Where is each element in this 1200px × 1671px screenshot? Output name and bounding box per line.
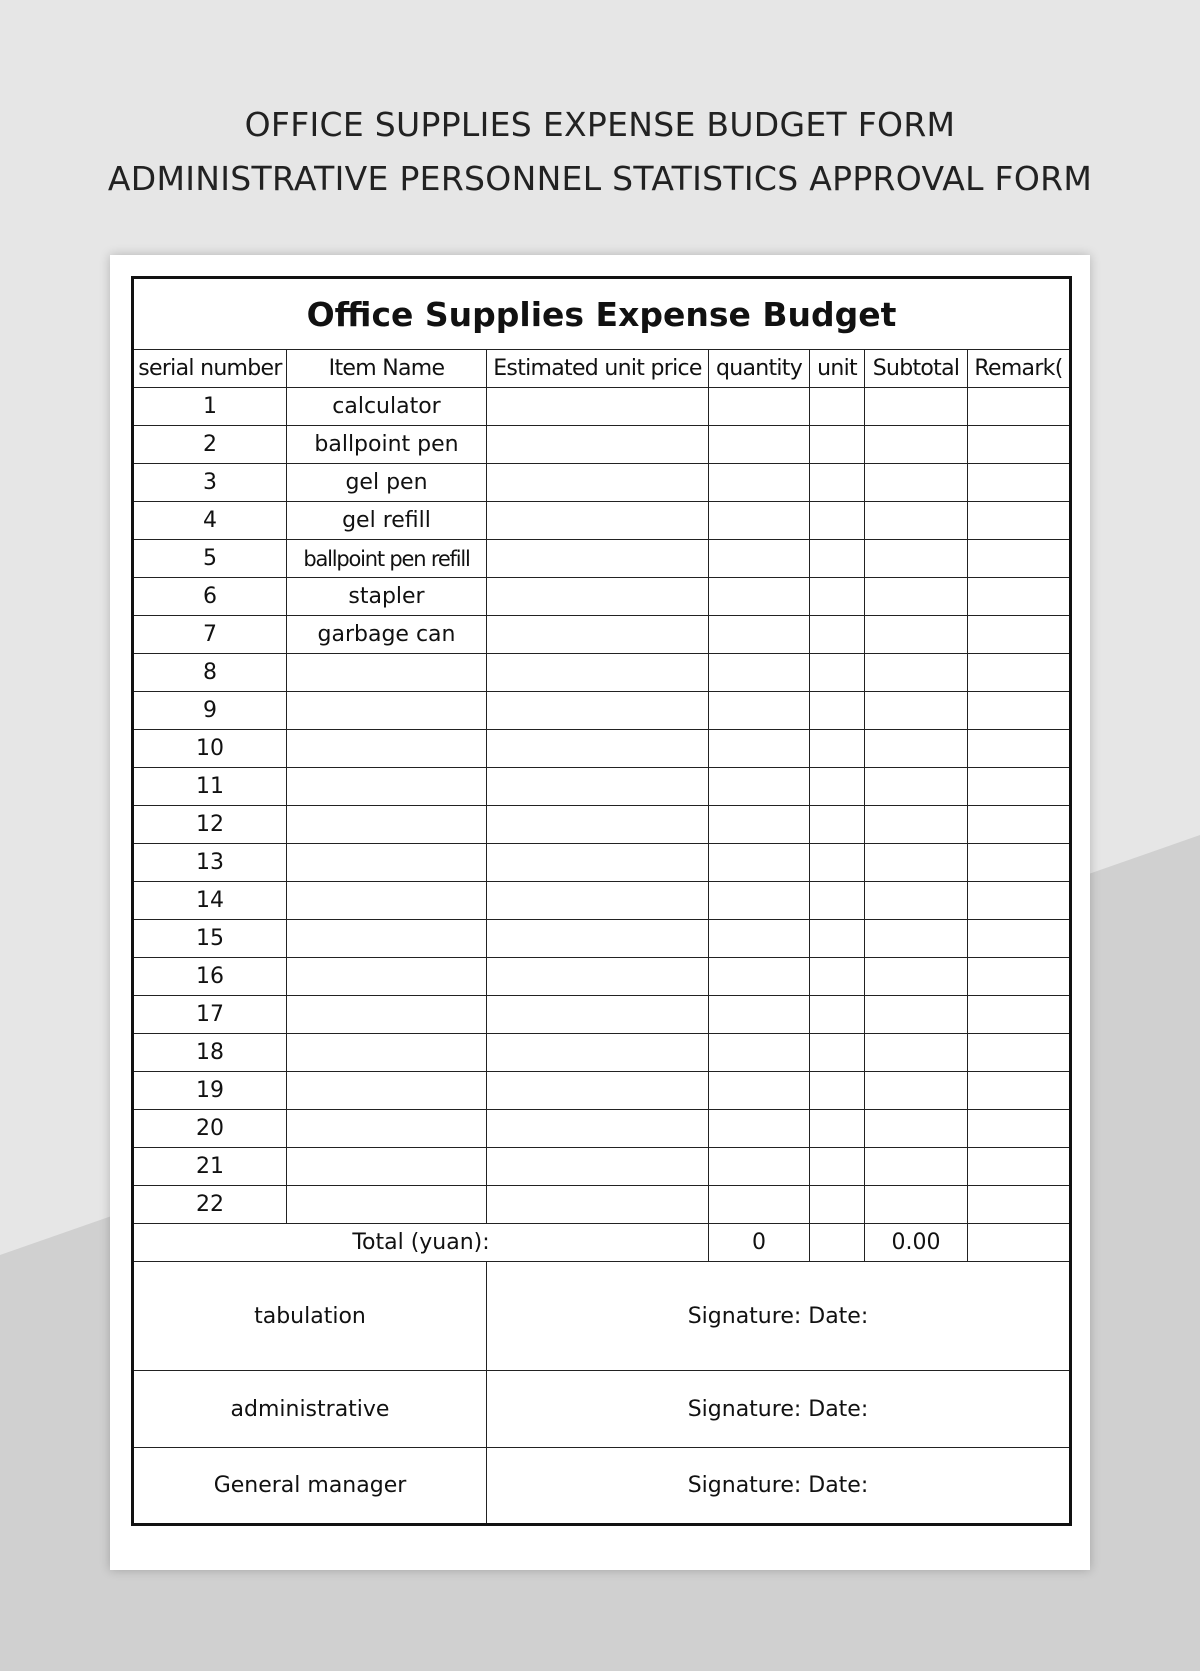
cell-remark[interactable] <box>968 1186 1071 1224</box>
cell-quantity[interactable] <box>709 768 810 806</box>
signature-role: tabulation <box>133 1262 487 1371</box>
cell-quantity[interactable] <box>709 540 810 578</box>
table-row <box>133 882 1071 920</box>
table-row <box>133 958 1071 996</box>
cell-serial-number: 8 <box>133 654 287 692</box>
cell-estimated-unit-price[interactable] <box>487 464 709 502</box>
cell-remark[interactable] <box>968 654 1071 692</box>
cell-subtotal[interactable] <box>865 426 968 464</box>
cell-subtotal[interactable] <box>865 958 968 996</box>
cell-estimated-unit-price[interactable] <box>487 1186 709 1224</box>
cell-item-name[interactable] <box>287 768 487 806</box>
table-row <box>133 578 1071 616</box>
cell-subtotal[interactable] <box>865 730 968 768</box>
cell-item-name[interactable]: ballpoint pen refill <box>287 540 487 578</box>
cell-item-name[interactable] <box>287 844 487 882</box>
cell-serial-number: 11 <box>133 768 287 806</box>
total-row <box>133 1224 1071 1262</box>
cell-estimated-unit-price[interactable] <box>487 692 709 730</box>
cell-serial-number: 17 <box>133 996 287 1034</box>
signature-date-field[interactable]: Signature: Date: <box>487 1448 1071 1525</box>
cell-serial-number: 1 <box>133 388 287 426</box>
table-row <box>133 768 1071 806</box>
cell-unit[interactable] <box>810 768 865 806</box>
table-row <box>133 1072 1071 1110</box>
col-header-quantity: quantity <box>709 350 810 388</box>
cell-item-name[interactable] <box>287 806 487 844</box>
page-title-line-2: ADMINISTRATIVE PERSONNEL STATISTICS APPROVAL FORM <box>107 159 1093 198</box>
cell-subtotal[interactable] <box>865 1186 968 1224</box>
cell-quantity[interactable] <box>709 426 810 464</box>
cell-remark[interactable] <box>968 996 1071 1034</box>
table-row <box>133 426 1071 464</box>
cell-item-name[interactable] <box>287 1034 487 1072</box>
page-title-line-1: OFFICE SUPPLIES EXPENSE BUDGET FORM <box>244 105 956 144</box>
cell-remark[interactable] <box>968 730 1071 768</box>
cell-quantity[interactable] <box>709 920 810 958</box>
cell-unit[interactable] <box>810 1034 865 1072</box>
cell-unit[interactable] <box>810 616 865 654</box>
col-header-serial-number: serial number <box>133 350 287 388</box>
cell-item-name[interactable] <box>287 1072 487 1110</box>
table-row <box>133 502 1071 540</box>
cell-quantity[interactable] <box>709 692 810 730</box>
cell-unit[interactable] <box>810 426 865 464</box>
cell-unit[interactable] <box>810 654 865 692</box>
signature-role: General manager <box>133 1448 487 1525</box>
signature-role: administrative <box>133 1371 487 1448</box>
form-sheet <box>110 255 1090 1570</box>
cell-unit[interactable] <box>810 958 865 996</box>
cell-unit[interactable] <box>810 1148 865 1186</box>
cell-serial-number: 18 <box>133 1034 287 1072</box>
cell-item-name[interactable]: calculator <box>287 388 487 426</box>
table-row <box>133 654 1071 692</box>
cell-estimated-unit-price[interactable] <box>487 616 709 654</box>
cell-estimated-unit-price[interactable] <box>487 768 709 806</box>
col-header-item-name: Item Name <box>287 350 487 388</box>
cell-serial-number: 12 <box>133 806 287 844</box>
table-row <box>133 616 1071 654</box>
cell-subtotal[interactable] <box>865 616 968 654</box>
table-row <box>133 540 1071 578</box>
col-header-estimated-unit-price: Estimated unit price <box>487 350 709 388</box>
page-heading <box>0 98 1200 206</box>
cell-unit[interactable] <box>810 540 865 578</box>
signature-date-field[interactable]: Signature: Date: <box>487 1262 1071 1371</box>
cell-unit[interactable] <box>810 388 865 426</box>
cell-quantity[interactable] <box>709 844 810 882</box>
table-row <box>133 996 1071 1034</box>
table-row <box>133 730 1071 768</box>
cell-estimated-unit-price[interactable] <box>487 578 709 616</box>
cell-quantity[interactable] <box>709 1034 810 1072</box>
cell-serial-number: 21 <box>133 1148 287 1186</box>
cell-serial-number: 16 <box>133 958 287 996</box>
cell-estimated-unit-price[interactable] <box>487 426 709 464</box>
cell-remark[interactable] <box>968 958 1071 996</box>
cell-subtotal[interactable] <box>865 1110 968 1148</box>
cell-estimated-unit-price[interactable] <box>487 882 709 920</box>
total-subtotal[interactable]: 0.00 <box>865 1224 968 1262</box>
total-quantity[interactable]: 0 <box>709 1224 810 1262</box>
cell-estimated-unit-price[interactable] <box>487 654 709 692</box>
table-row <box>133 388 1071 426</box>
cell-subtotal[interactable] <box>865 768 968 806</box>
cell-item-name[interactable]: garbage can <box>287 616 487 654</box>
total-label: Total (yuan): <box>133 1224 709 1262</box>
cell-quantity[interactable] <box>709 730 810 768</box>
cell-unit[interactable] <box>810 502 865 540</box>
cell-item-name[interactable] <box>287 1148 487 1186</box>
cell-item-name[interactable] <box>287 882 487 920</box>
cell-estimated-unit-price[interactable] <box>487 1110 709 1148</box>
header-row <box>133 350 1071 388</box>
cell-unit[interactable] <box>810 882 865 920</box>
cell-subtotal[interactable] <box>865 654 968 692</box>
cell-estimated-unit-price[interactable] <box>487 996 709 1034</box>
cell-unit[interactable] <box>810 464 865 502</box>
cell-remark[interactable] <box>968 1110 1071 1148</box>
cell-quantity[interactable] <box>709 616 810 654</box>
cell-estimated-unit-price[interactable] <box>487 844 709 882</box>
table-row <box>133 1034 1071 1072</box>
form-title: Office Supplies Expense Budget <box>133 278 1071 350</box>
cell-item-name[interactable] <box>287 958 487 996</box>
signature-row-general-manager <box>133 1448 1071 1525</box>
cell-remark[interactable] <box>968 882 1071 920</box>
cell-remark[interactable] <box>968 502 1071 540</box>
cell-serial-number: 4 <box>133 502 287 540</box>
cell-serial-number: 20 <box>133 1110 287 1148</box>
cell-unit[interactable] <box>810 1186 865 1224</box>
cell-subtotal[interactable] <box>865 502 968 540</box>
cell-estimated-unit-price[interactable] <box>487 502 709 540</box>
cell-quantity[interactable] <box>709 1186 810 1224</box>
cell-serial-number: 13 <box>133 844 287 882</box>
cell-serial-number: 2 <box>133 426 287 464</box>
cell-item-name[interactable]: stapler <box>287 578 487 616</box>
cell-serial-number: 9 <box>133 692 287 730</box>
col-header-remark: Remark( <box>968 350 1071 388</box>
cell-remark[interactable] <box>968 1148 1071 1186</box>
signature-date-field[interactable]: Signature: Date: <box>487 1371 1071 1448</box>
cell-item-name[interactable]: gel refill <box>287 502 487 540</box>
cell-subtotal[interactable] <box>865 388 968 426</box>
cell-subtotal[interactable] <box>865 464 968 502</box>
cell-subtotal[interactable] <box>865 578 968 616</box>
cell-subtotal[interactable] <box>865 806 968 844</box>
cell-unit[interactable] <box>810 996 865 1034</box>
signature-row-tabulation <box>133 1262 1071 1371</box>
col-header-subtotal: Subtotal <box>865 350 968 388</box>
cell-subtotal[interactable] <box>865 882 968 920</box>
cell-remark[interactable] <box>968 616 1071 654</box>
signature-row-administrative <box>133 1371 1071 1448</box>
cell-subtotal[interactable] <box>865 920 968 958</box>
cell-item-name[interactable] <box>287 996 487 1034</box>
cell-remark[interactable] <box>968 844 1071 882</box>
cell-subtotal[interactable] <box>865 1034 968 1072</box>
cell-unit[interactable] <box>810 920 865 958</box>
cell-estimated-unit-price[interactable] <box>487 920 709 958</box>
cell-unit[interactable] <box>810 1110 865 1148</box>
cell-remark[interactable] <box>968 692 1071 730</box>
cell-serial-number: 3 <box>133 464 287 502</box>
budget-table <box>131 276 1072 1526</box>
cell-unit[interactable] <box>810 692 865 730</box>
cell-serial-number: 22 <box>133 1186 287 1224</box>
cell-quantity[interactable] <box>709 578 810 616</box>
cell-unit[interactable] <box>810 578 865 616</box>
cell-estimated-unit-price[interactable] <box>487 958 709 996</box>
cell-quantity[interactable] <box>709 996 810 1034</box>
cell-quantity[interactable] <box>709 464 810 502</box>
table-row <box>133 692 1071 730</box>
total-unit[interactable] <box>810 1224 865 1262</box>
cell-remark[interactable] <box>968 464 1071 502</box>
cell-estimated-unit-price[interactable] <box>487 388 709 426</box>
cell-unit[interactable] <box>810 730 865 768</box>
table-row <box>133 920 1071 958</box>
cell-remark[interactable] <box>968 806 1071 844</box>
cell-quantity[interactable] <box>709 1148 810 1186</box>
cell-quantity[interactable] <box>709 806 810 844</box>
cell-item-name[interactable] <box>287 654 487 692</box>
cell-serial-number: 15 <box>133 920 287 958</box>
cell-subtotal[interactable] <box>865 844 968 882</box>
cell-subtotal[interactable] <box>865 540 968 578</box>
cell-item-name[interactable] <box>287 1186 487 1224</box>
cell-item-name[interactable] <box>287 920 487 958</box>
table-row <box>133 1186 1071 1224</box>
cell-subtotal[interactable] <box>865 692 968 730</box>
cell-estimated-unit-price[interactable] <box>487 730 709 768</box>
cell-serial-number: 5 <box>133 540 287 578</box>
cell-item-name[interactable]: gel pen <box>287 464 487 502</box>
cell-item-name[interactable] <box>287 692 487 730</box>
cell-quantity[interactable] <box>709 882 810 920</box>
cell-item-name[interactable] <box>287 730 487 768</box>
table-row <box>133 464 1071 502</box>
cell-quantity[interactable] <box>709 1110 810 1148</box>
cell-serial-number: 6 <box>133 578 287 616</box>
col-header-unit: unit <box>810 350 865 388</box>
cell-unit[interactable] <box>810 1072 865 1110</box>
cell-item-name[interactable]: ballpoint pen <box>287 426 487 464</box>
cell-remark[interactable] <box>968 1034 1071 1072</box>
cell-remark[interactable] <box>968 426 1071 464</box>
cell-estimated-unit-price[interactable] <box>487 1148 709 1186</box>
cell-subtotal[interactable] <box>865 1072 968 1110</box>
cell-quantity[interactable] <box>709 958 810 996</box>
cell-estimated-unit-price[interactable] <box>487 540 709 578</box>
cell-remark[interactable] <box>968 768 1071 806</box>
cell-unit[interactable] <box>810 806 865 844</box>
table-row <box>133 844 1071 882</box>
cell-estimated-unit-price[interactable] <box>487 1034 709 1072</box>
cell-quantity[interactable] <box>709 502 810 540</box>
cell-remark[interactable] <box>968 578 1071 616</box>
cell-serial-number: 19 <box>133 1072 287 1110</box>
table-row <box>133 806 1071 844</box>
cell-subtotal[interactable] <box>865 1148 968 1186</box>
cell-serial-number: 14 <box>133 882 287 920</box>
cell-remark[interactable] <box>968 388 1071 426</box>
cell-estimated-unit-price[interactable] <box>487 1072 709 1110</box>
cell-quantity[interactable] <box>709 654 810 692</box>
cell-subtotal[interactable] <box>865 996 968 1034</box>
cell-remark[interactable] <box>968 1072 1071 1110</box>
cell-item-name[interactable] <box>287 1110 487 1148</box>
cell-unit[interactable] <box>810 844 865 882</box>
cell-quantity[interactable] <box>709 388 810 426</box>
table-row <box>133 1110 1071 1148</box>
cell-quantity[interactable] <box>709 1072 810 1110</box>
total-remark[interactable] <box>968 1224 1071 1262</box>
cell-serial-number: 7 <box>133 616 287 654</box>
cell-estimated-unit-price[interactable] <box>487 806 709 844</box>
cell-serial-number: 10 <box>133 730 287 768</box>
cell-remark[interactable] <box>968 920 1071 958</box>
cell-remark[interactable] <box>968 540 1071 578</box>
table-row <box>133 1148 1071 1186</box>
